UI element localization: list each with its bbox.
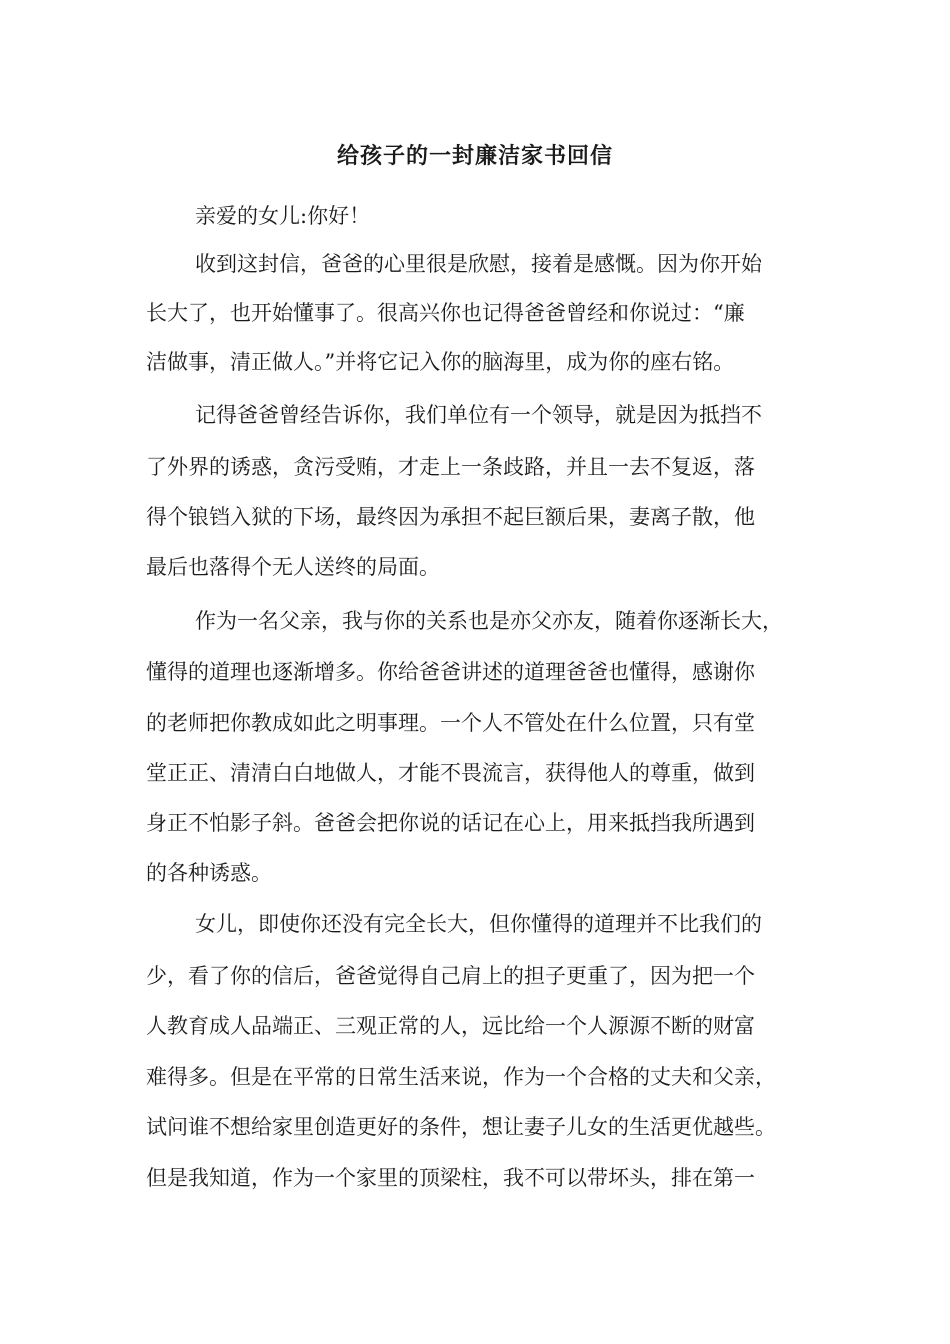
- text-line: 但是我知道，作为一个家里的顶梁柱，我不可以带坏头，排在第一: [146, 1166, 755, 1190]
- text-line: 记得爸爸曾经告诉你，我们单位有一个领导，就是因为抵挡不: [195, 403, 762, 427]
- text-line: 作为一名父亲，我与你的关系也是亦父亦友，随着你逐渐长大，: [195, 609, 783, 633]
- text-line: 长大了，也开始懂事了。很高兴你也记得爸爸曾经和你说过：“廉: [146, 301, 745, 325]
- text-line: 懂得的道理也逐渐增多。你给爸爸讲述的道理爸爸也懂得，感谢你: [146, 660, 755, 684]
- text-line: 女儿，即使你还没有完全长大，但你懂得的道理并不比我们的: [195, 912, 762, 936]
- text-line: 难得多。但是在平常的日常生活来说，作为一个合格的丈夫和父亲，: [146, 1065, 776, 1089]
- text-line: 得个锒铛入狱的下场，最终因为承担不起巨额后果，妻离子散，他: [146, 505, 755, 529]
- salutation-line: 亲爱的女儿:你好！: [195, 204, 371, 228]
- text-line: 堂正正、清清白白地做人，才能不畏流言，获得他人的尊重，做到: [146, 761, 755, 785]
- text-line: 收到这封信，爸爸的心里很是欣慰，接着是感慨。因为你开始: [195, 252, 762, 276]
- text-line: 身正不怕影子斜。爸爸会把你说的话记在心上，用来抵挡我所遇到: [146, 811, 755, 835]
- document-title: 给孩子的一封廉洁家书回信: [336, 143, 613, 169]
- text-line: 试问谁不想给家里创造更好的条件，想让妻子儿女的生活更优越些。: [146, 1115, 776, 1139]
- text-line: 的各种诱惑。: [146, 861, 272, 885]
- text-line: 少，看了你的信后，爸爸觉得自己肩上的担子更重了，因为把一个: [146, 964, 755, 988]
- text-line: 的老师把你教成如此之明事理。一个人不管处在什么位置，只有堂: [146, 711, 755, 735]
- text-line: 最后也落得个无人送终的局面。: [146, 555, 440, 579]
- text-line: 洁做事，清正做人。”并将它记入你的脑海里，成为你的座右铭。: [146, 350, 735, 374]
- text-line: 了外界的诱惑，贪污受贿，才走上一条歧路，并且一去不复返，落: [146, 455, 755, 479]
- text-line: 人教育成人品端正、三观正常的人，远比给一个人源源不断的财富: [146, 1014, 755, 1038]
